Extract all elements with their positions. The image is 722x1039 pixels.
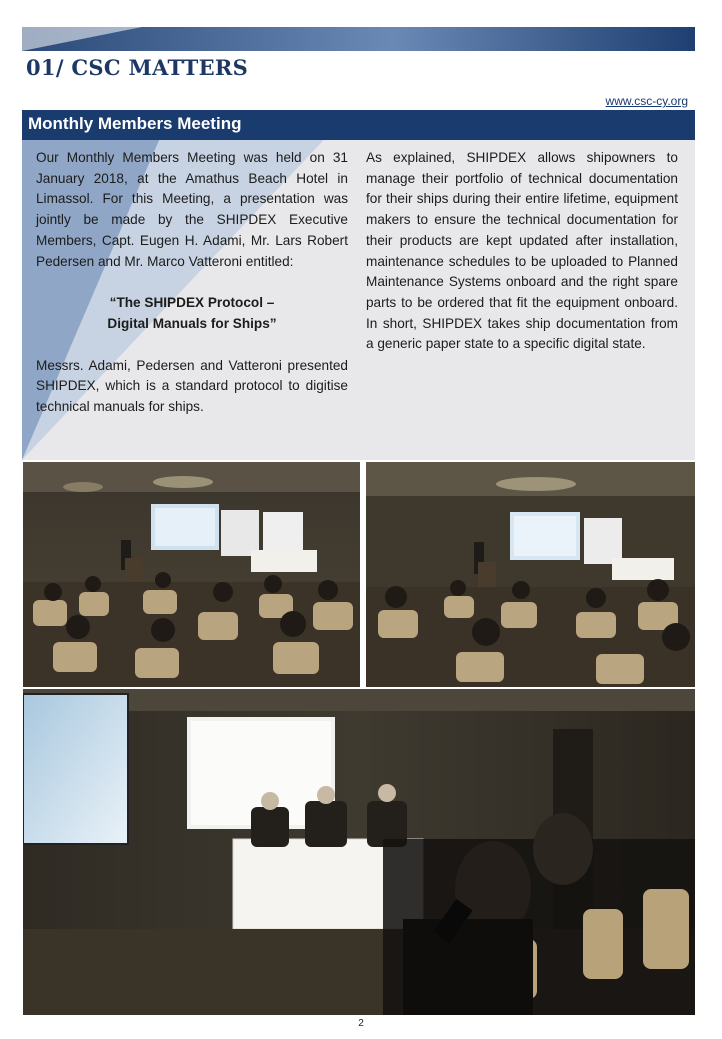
section-title: 01/ CSC MATTERS: [26, 55, 249, 80]
meeting-photo-2: [366, 462, 695, 687]
article-heading-bar: [22, 110, 695, 140]
article-right-column: [366, 148, 678, 355]
presentation-title-line2: Digital Manuals for Ships”: [107, 315, 277, 331]
article-closing: Messrs. Adami, Pedersen and Vatteroni presented SHIPDEX, which is a standard protocol to digitise technical manuals for ships.: [36, 357, 348, 415]
article-heading: Monthly Members Meeting: [28, 114, 242, 133]
article-intro: Our Monthly Members Meeting was held on 31 January 2018, at the Amathus Beach Hotel in Limassol. For this Meeting, a presentation was jointly be made by the SHIPDEX Executive Members, Capt. Eugen H. Adami, Mr. Lars Robert Pedersen and Mr. Marco Vatteroni entitled:: [36, 150, 348, 269]
page-number: 2: [358, 1018, 364, 1029]
article-right-text: As explained, SHIPDEX allows shipowners to manage their portfolio of technical documentation for their ships during their entire lifetime, equipment makers to ensure the technical documentation for their products are kept updated after installation, maintenance schedules to be uploaded to Planned Maintenance Systems onboard and the right spare parts to be ordered that fit the equipment onboard. In short, SHIPDEX takes ship documentation from a generic paper state to a specific digital state.: [366, 150, 678, 352]
website-link[interactable]: www.csc-cy.org: [605, 94, 688, 108]
header-band: [22, 27, 695, 51]
presentation-title-line1: “The SHIPDEX Protocol –: [109, 295, 275, 311]
presentation-title: [36, 293, 348, 334]
meeting-photo-1: [23, 462, 360, 687]
meeting-photo-3: [23, 689, 695, 1015]
article-left-column: [36, 148, 348, 418]
